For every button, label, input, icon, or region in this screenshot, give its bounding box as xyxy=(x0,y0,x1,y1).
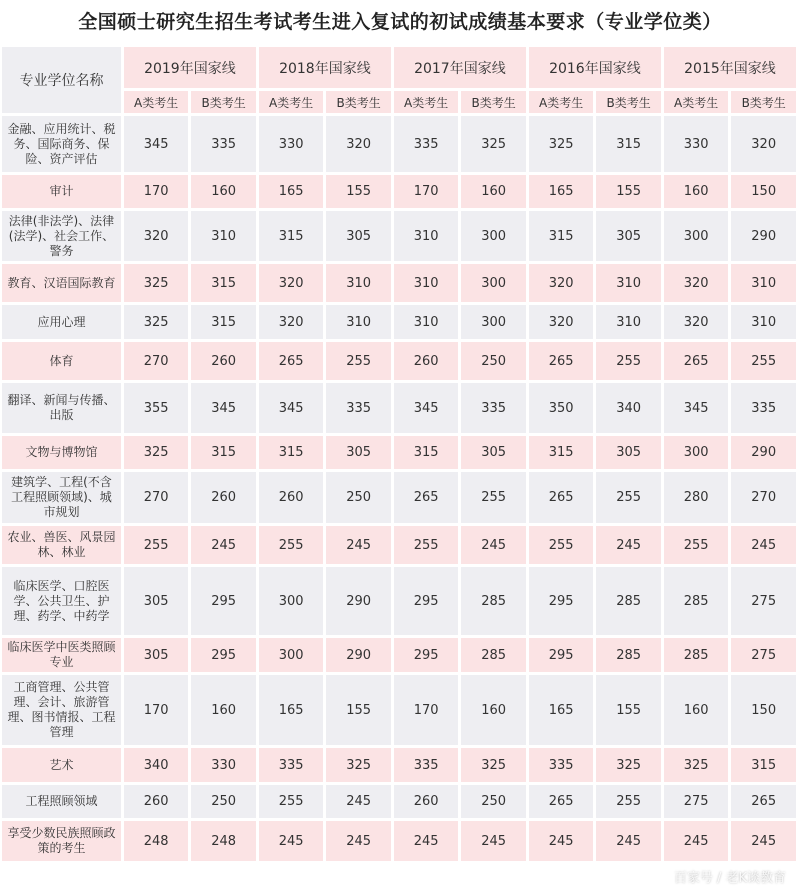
score-b-cell: 285 xyxy=(596,638,661,672)
score-b-cell: 305 xyxy=(461,436,526,469)
page-title: 全国硕士研究生招生考试考生进入复试的初试成绩基本要求（专业学位类） xyxy=(78,11,722,33)
score-a-cell: 350 xyxy=(529,383,593,433)
score-b-cell: 155 xyxy=(596,675,661,745)
score-a-cell: 265 xyxy=(259,342,323,380)
header-year-2018: 2018年国家线 xyxy=(259,47,391,88)
degree-name-cell: 文物与博物馆 xyxy=(2,436,121,469)
score-a-cell: 335 xyxy=(394,116,458,172)
header-year-2017: 2017年国家线 xyxy=(394,47,526,88)
score-b-cell: 250 xyxy=(191,785,256,818)
score-a-cell: 260 xyxy=(124,785,188,818)
score-a-cell: 285 xyxy=(664,638,728,672)
score-a-cell: 335 xyxy=(259,748,323,782)
score-b-cell: 310 xyxy=(326,264,391,302)
degree-name-cell: 艺术 xyxy=(2,748,121,782)
score-b-cell: 275 xyxy=(731,638,796,672)
degree-name-cell: 审计 xyxy=(2,175,121,208)
degree-name-cell: 应用心理 xyxy=(2,305,121,339)
score-a-cell: 340 xyxy=(124,748,188,782)
score-b-cell: 260 xyxy=(191,342,256,380)
score-b-cell: 300 xyxy=(461,264,526,302)
score-a-cell: 165 xyxy=(529,675,593,745)
score-a-cell: 270 xyxy=(124,472,188,523)
degree-name-cell: 法律(非法学)、法律(法学)、社会工作、警务 xyxy=(2,211,121,261)
score-a-cell: 320 xyxy=(664,305,728,339)
table-row xyxy=(2,116,796,172)
score-b-cell: 285 xyxy=(461,567,526,635)
table-row xyxy=(2,436,796,469)
score-a-cell: 320 xyxy=(124,211,188,261)
score-b-cell: 325 xyxy=(461,116,526,172)
score-b-cell: 305 xyxy=(326,211,391,261)
table-row xyxy=(2,748,796,782)
score-a-cell: 325 xyxy=(124,305,188,339)
score-a-cell: 325 xyxy=(529,116,593,172)
score-a-cell: 345 xyxy=(394,383,458,433)
score-a-cell: 255 xyxy=(259,526,323,564)
score-b-cell: 335 xyxy=(326,383,391,433)
score-b-cell: 150 xyxy=(731,175,796,208)
score-b-cell: 310 xyxy=(731,264,796,302)
degree-name-cell: 工程照顾领域 xyxy=(2,785,121,818)
header-b-class: B类考生 xyxy=(461,91,526,113)
score-b-cell: 335 xyxy=(731,383,796,433)
table-row xyxy=(2,383,796,433)
score-a-cell: 285 xyxy=(664,567,728,635)
score-a-cell: 300 xyxy=(259,638,323,672)
table-row xyxy=(2,211,796,261)
score-a-cell: 280 xyxy=(664,472,728,523)
score-a-cell: 335 xyxy=(529,748,593,782)
score-b-cell: 245 xyxy=(191,526,256,564)
degree-name-cell: 翻译、新闻与传播、出版 xyxy=(2,383,121,433)
score-a-cell: 325 xyxy=(124,436,188,469)
score-b-cell: 320 xyxy=(326,116,391,172)
score-b-cell: 285 xyxy=(596,567,661,635)
score-a-cell: 265 xyxy=(529,785,593,818)
score-a-cell: 310 xyxy=(394,305,458,339)
score-a-cell: 245 xyxy=(529,821,593,861)
score-b-cell: 315 xyxy=(191,264,256,302)
score-b-cell: 315 xyxy=(191,305,256,339)
score-b-cell: 320 xyxy=(731,116,796,172)
header-b-class: B类考生 xyxy=(191,91,256,113)
table-row xyxy=(2,305,796,339)
score-b-cell: 255 xyxy=(596,342,661,380)
header-a-class: A类考生 xyxy=(124,91,188,113)
score-b-cell: 295 xyxy=(191,567,256,635)
score-b-cell: 305 xyxy=(326,436,391,469)
score-b-cell: 245 xyxy=(596,526,661,564)
table-row xyxy=(2,638,796,672)
score-a-cell: 255 xyxy=(394,526,458,564)
score-b-cell: 275 xyxy=(731,567,796,635)
score-a-cell: 345 xyxy=(664,383,728,433)
score-a-cell: 345 xyxy=(124,116,188,172)
score-a-cell: 320 xyxy=(529,264,593,302)
score-a-cell: 165 xyxy=(529,175,593,208)
score-a-cell: 255 xyxy=(124,526,188,564)
score-a-cell: 248 xyxy=(124,821,188,861)
score-b-cell: 255 xyxy=(461,472,526,523)
score-a-cell: 170 xyxy=(124,175,188,208)
header-year-2019: 2019年国家线 xyxy=(124,47,256,88)
score-a-cell: 335 xyxy=(394,748,458,782)
score-b-cell: 245 xyxy=(596,821,661,861)
score-b-cell: 315 xyxy=(596,116,661,172)
table-row xyxy=(2,675,796,745)
score-a-cell: 305 xyxy=(124,567,188,635)
score-a-cell: 345 xyxy=(259,383,323,433)
score-a-cell: 170 xyxy=(394,675,458,745)
score-b-cell: 245 xyxy=(461,821,526,861)
score-b-cell: 345 xyxy=(191,383,256,433)
score-a-cell: 310 xyxy=(394,211,458,261)
score-b-cell: 160 xyxy=(461,175,526,208)
score-a-cell: 255 xyxy=(529,526,593,564)
score-b-cell: 305 xyxy=(596,211,661,261)
score-b-cell: 255 xyxy=(326,342,391,380)
score-b-cell: 285 xyxy=(461,638,526,672)
table-row xyxy=(2,342,796,380)
score-a-cell: 265 xyxy=(529,342,593,380)
score-b-cell: 248 xyxy=(191,821,256,861)
score-a-cell: 160 xyxy=(664,175,728,208)
score-b-cell: 245 xyxy=(731,821,796,861)
score-a-cell: 315 xyxy=(259,436,323,469)
degree-name-cell: 农业、兽医、风景园林、林业 xyxy=(2,526,121,564)
score-a-cell: 300 xyxy=(259,567,323,635)
table-row xyxy=(2,785,796,818)
score-b-cell: 155 xyxy=(596,175,661,208)
score-a-cell: 270 xyxy=(124,342,188,380)
score-b-cell: 265 xyxy=(731,785,796,818)
degree-name-cell: 享受少数民族照顾政策的考生 xyxy=(2,821,121,861)
score-b-cell: 290 xyxy=(731,436,796,469)
header-name-col: 专业学位名称 xyxy=(2,47,121,113)
score-a-cell: 355 xyxy=(124,383,188,433)
score-a-cell: 255 xyxy=(664,526,728,564)
header-a-class: A类考生 xyxy=(259,91,323,113)
header-a-class: A类考生 xyxy=(394,91,458,113)
score-a-cell: 265 xyxy=(664,342,728,380)
score-b-cell: 250 xyxy=(461,342,526,380)
score-a-cell: 295 xyxy=(394,638,458,672)
score-b-cell: 300 xyxy=(461,211,526,261)
score-b-cell: 315 xyxy=(731,748,796,782)
score-b-cell: 295 xyxy=(191,638,256,672)
score-a-cell: 320 xyxy=(259,305,323,339)
score-b-cell: 310 xyxy=(191,211,256,261)
score-a-cell: 315 xyxy=(394,436,458,469)
watermark: 百家号 / 老K谈教育 xyxy=(673,871,786,886)
score-b-cell: 310 xyxy=(596,264,661,302)
score-a-cell: 255 xyxy=(259,785,323,818)
score-a-cell: 325 xyxy=(124,264,188,302)
table-row xyxy=(2,821,796,861)
score-a-cell: 295 xyxy=(529,567,593,635)
header-b-class: B类考生 xyxy=(596,91,661,113)
degree-name-cell: 工商管理、公共管理、会计、旅游管理、图书情报、工程管理 xyxy=(2,675,121,745)
score-b-cell: 155 xyxy=(326,675,391,745)
score-a-cell: 315 xyxy=(529,211,593,261)
score-b-cell: 340 xyxy=(596,383,661,433)
score-b-cell: 250 xyxy=(326,472,391,523)
table-row xyxy=(2,526,796,564)
score-b-cell: 270 xyxy=(731,472,796,523)
score-a-cell: 170 xyxy=(394,175,458,208)
score-b-cell: 245 xyxy=(326,526,391,564)
score-b-cell: 335 xyxy=(461,383,526,433)
header-b-class: B类考生 xyxy=(326,91,391,113)
degree-name-cell: 体育 xyxy=(2,342,121,380)
score-b-cell: 305 xyxy=(596,436,661,469)
score-b-cell: 310 xyxy=(596,305,661,339)
score-b-cell: 250 xyxy=(461,785,526,818)
score-a-cell: 165 xyxy=(259,175,323,208)
score-table xyxy=(0,44,799,864)
score-b-cell: 160 xyxy=(191,675,256,745)
header-a-class: A类考生 xyxy=(664,91,728,113)
score-a-cell: 320 xyxy=(259,264,323,302)
score-b-cell: 290 xyxy=(731,211,796,261)
score-a-cell: 295 xyxy=(529,638,593,672)
degree-name-cell: 教育、汉语国际教育 xyxy=(2,264,121,302)
score-a-cell: 300 xyxy=(664,436,728,469)
header-year-2016: 2016年国家线 xyxy=(529,47,661,88)
score-a-cell: 265 xyxy=(394,472,458,523)
score-b-cell: 325 xyxy=(596,748,661,782)
score-b-cell: 160 xyxy=(461,675,526,745)
score-a-cell: 330 xyxy=(259,116,323,172)
table-row xyxy=(2,175,796,208)
score-b-cell: 310 xyxy=(731,305,796,339)
header-b-class: B类考生 xyxy=(731,91,796,113)
table-body xyxy=(2,116,796,861)
score-b-cell: 245 xyxy=(326,785,391,818)
score-a-cell: 245 xyxy=(259,821,323,861)
score-a-cell: 265 xyxy=(529,472,593,523)
score-b-cell: 245 xyxy=(461,526,526,564)
score-b-cell: 245 xyxy=(326,821,391,861)
score-a-cell: 315 xyxy=(259,211,323,261)
score-b-cell: 260 xyxy=(191,472,256,523)
score-b-cell: 290 xyxy=(326,638,391,672)
score-a-cell: 260 xyxy=(394,785,458,818)
score-a-cell: 330 xyxy=(664,116,728,172)
score-a-cell: 305 xyxy=(124,638,188,672)
degree-name-cell: 金融、应用统计、税务、国际商务、保险、资产评估 xyxy=(2,116,121,172)
score-a-cell: 320 xyxy=(529,305,593,339)
score-a-cell: 170 xyxy=(124,675,188,745)
score-a-cell: 275 xyxy=(664,785,728,818)
score-b-cell: 290 xyxy=(326,567,391,635)
score-a-cell: 310 xyxy=(394,264,458,302)
header-year-2015: 2015年国家线 xyxy=(664,47,796,88)
score-a-cell: 245 xyxy=(664,821,728,861)
score-a-cell: 325 xyxy=(664,748,728,782)
score-b-cell: 255 xyxy=(731,342,796,380)
score-a-cell: 315 xyxy=(529,436,593,469)
score-b-cell: 255 xyxy=(596,472,661,523)
score-a-cell: 320 xyxy=(664,264,728,302)
score-b-cell: 330 xyxy=(191,748,256,782)
score-a-cell: 260 xyxy=(394,342,458,380)
table-row xyxy=(2,567,796,635)
score-a-cell: 165 xyxy=(259,675,323,745)
score-b-cell: 325 xyxy=(326,748,391,782)
header-a-class: A类考生 xyxy=(529,91,593,113)
score-b-cell: 315 xyxy=(191,436,256,469)
degree-name-cell: 建筑学、工程(不含工程照顾领域)、城市规划 xyxy=(2,472,121,523)
score-a-cell: 300 xyxy=(664,211,728,261)
score-a-cell: 295 xyxy=(394,567,458,635)
table-row xyxy=(2,264,796,302)
score-a-cell: 260 xyxy=(259,472,323,523)
score-b-cell: 245 xyxy=(731,526,796,564)
score-b-cell: 155 xyxy=(326,175,391,208)
score-b-cell: 150 xyxy=(731,675,796,745)
degree-name-cell: 临床医学、口腔医学、公共卫生、护理、药学、中药学 xyxy=(2,567,121,635)
score-a-cell: 160 xyxy=(664,675,728,745)
score-b-cell: 255 xyxy=(596,785,661,818)
score-b-cell: 335 xyxy=(191,116,256,172)
score-b-cell: 300 xyxy=(461,305,526,339)
score-a-cell: 245 xyxy=(394,821,458,861)
degree-name-cell: 临床医学中医类照顾专业 xyxy=(2,638,121,672)
table-row xyxy=(2,472,796,523)
score-b-cell: 325 xyxy=(461,748,526,782)
score-b-cell: 310 xyxy=(326,305,391,339)
score-b-cell: 160 xyxy=(191,175,256,208)
